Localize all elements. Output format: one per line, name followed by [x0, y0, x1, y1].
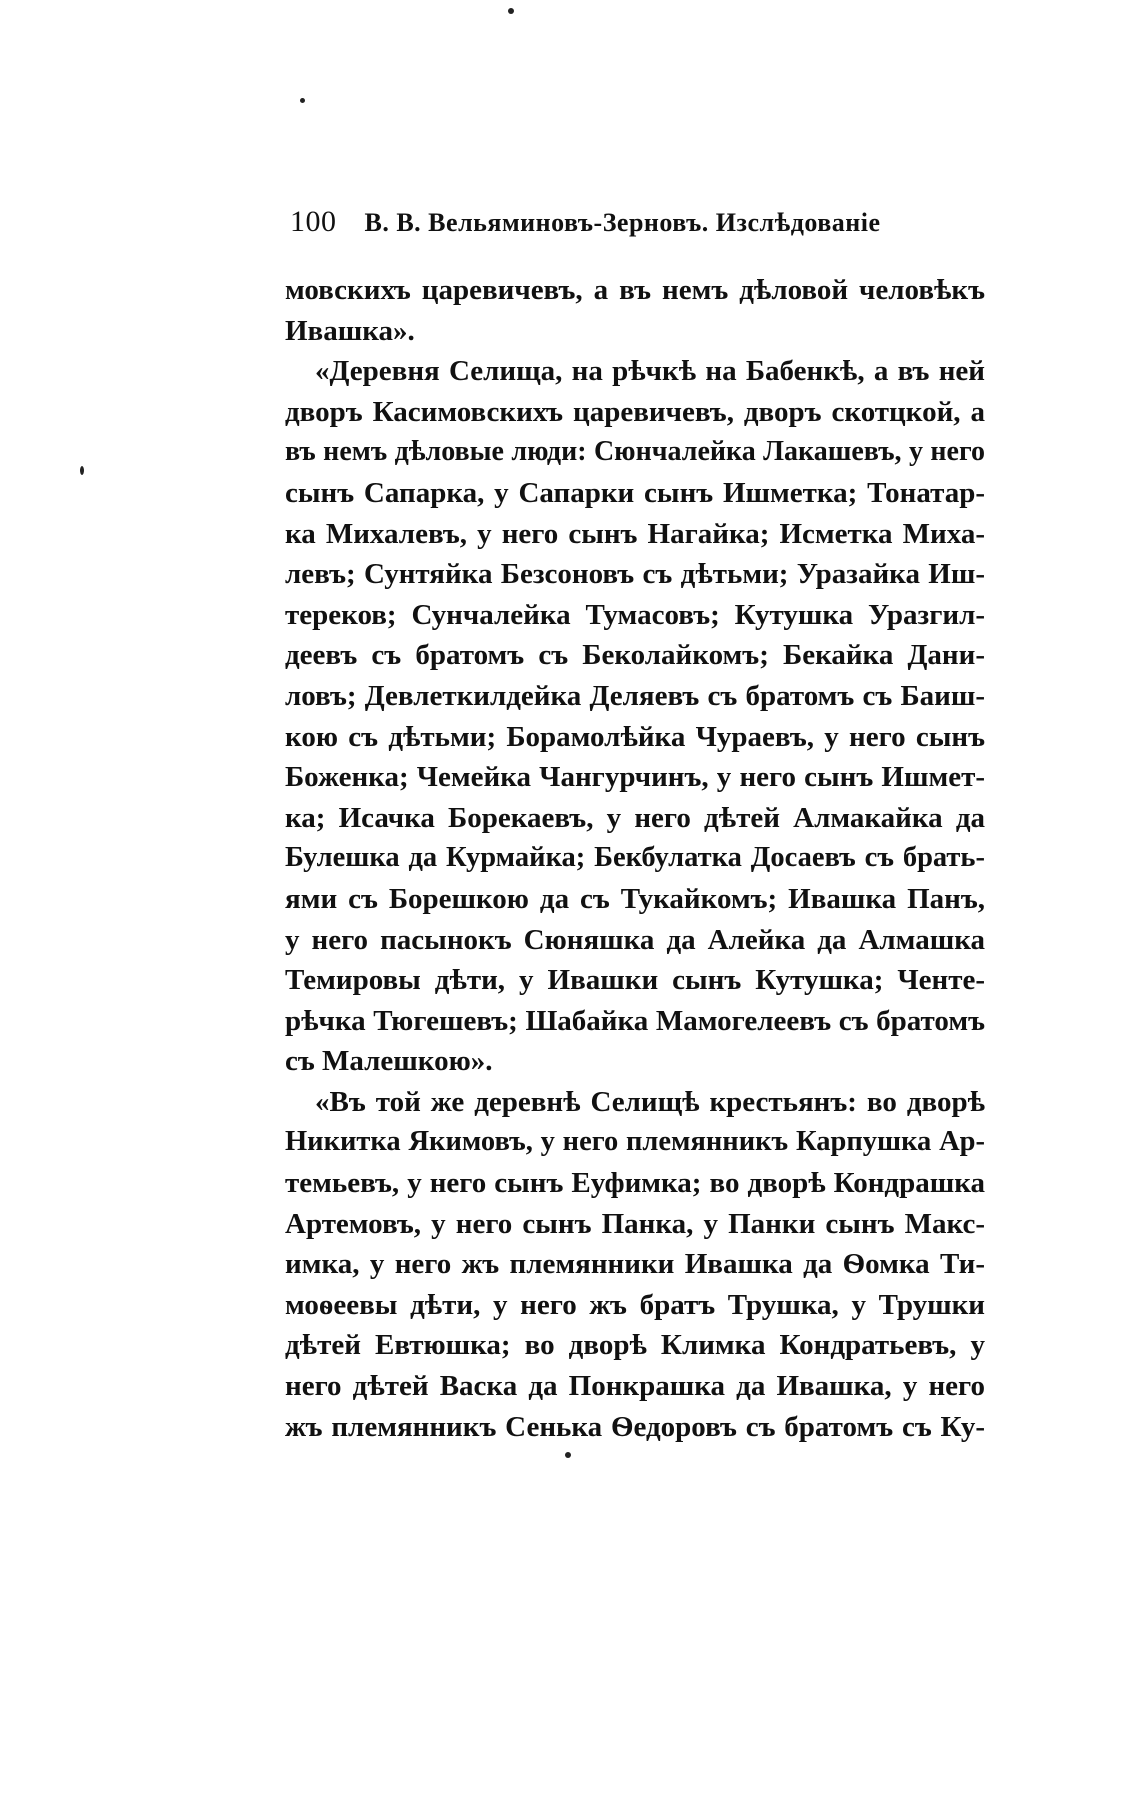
text-line: Темировы дѣти, у Ивашки сынъ Кутушка; Ченте- [285, 964, 985, 997]
text-line: кою съ дѣтьми; Борамолѣйка Чураевъ, у него сынъ [285, 720, 985, 753]
text-line: ями съ Борешкою да съ Тукайкомъ; Ивашка Панъ, [285, 882, 985, 915]
text-line: левъ; Сунтяйка Безсоновъ съ дѣтьми; Уразайка Иш- [285, 558, 985, 591]
scan-speck [565, 1452, 571, 1458]
text-line: съ Малешкою». [285, 1045, 493, 1078]
text-line: тереков; Сунчалейка Тумасовъ; Кутушка Уразгил- [285, 598, 985, 631]
text-line: ловъ; Девлеткилдейка Деляевъ съ братомъ съ Баиш- [285, 679, 985, 712]
scan-speck [300, 98, 305, 103]
text-line: сынъ Сапарка, у Сапарки сынъ Ишметка; Тонатар- [285, 476, 985, 509]
text-line: моѳеевы дѣти, у него жъ братъ Трушка, у Трушки [285, 1288, 985, 1321]
scan-speck [508, 8, 514, 14]
text-line: имка, у него жъ племянники Ивашка да Ѳомка Ти- [285, 1248, 985, 1281]
running-head: В. В. Вельяминовъ-Зерновъ. Изслѣдованіе [364, 208, 881, 237]
paragraph-first-line: «Въ той же деревнѣ Селищѣ крестьянъ: во дворѣ [315, 1085, 985, 1118]
text-line: жъ племянникъ Сенька Ѳедоровъ съ братомъ съ Ку- [285, 1410, 985, 1443]
text-line: Боженка; Чемейка Чангурчинъ, у него сынъ Ишмет- [285, 761, 985, 794]
text-line: рѣчка Тюгешевъ; Шабайка Мамогелеевъ съ братомъ [285, 1004, 985, 1037]
text-line: у него пасынокъ Сюняшка да Алейка да Алмашка [285, 923, 985, 956]
body-text [285, 270, 985, 1447]
scan-speck [80, 466, 84, 475]
text-line: мовскихъ царевичевъ, а въ немъ дѣловой человѣкъ [285, 274, 985, 306]
text-line: деевъ съ братомъ съ Беколайкомъ; Бекайка Дани- [285, 639, 985, 672]
page-header [290, 205, 990, 239]
text-line: ка; Исачка Борекаевъ, у него дѣтей Алмакайка да [285, 801, 985, 834]
text-line: въ немъ дѣловые люди: Сюнчалейка Лакашевъ, у него [285, 436, 985, 468]
text-line: Ивашка». [285, 314, 415, 347]
text-line: дворъ Касимовскихъ царевичевъ, дворъ скотцкой, а [285, 395, 985, 428]
paragraph-first-line: «Деревня Селища, на рѣчкѣ на Бабенкѣ, а въ ней [315, 355, 985, 388]
text-line: ка Михалевъ, у него сынъ Нагайка; Исметка Миха- [285, 517, 985, 550]
page-number: 100 [290, 205, 337, 238]
text-line: него дѣтей Васка да Понкрашка да Ивашка, у него [285, 1370, 985, 1403]
text-line: Булешка да Курмайка; Бекбулатка Досаевъ съ брать- [285, 842, 985, 874]
text-line: Артемовъ, у него сынъ Панка, у Панки сынъ Макс- [285, 1207, 985, 1240]
text-line: Никитка Якимовъ, у него племянникъ Карпушка Ар- [285, 1126, 985, 1158]
text-line: темьевъ, у него сынъ Еуфимка; во дворѣ Кондрашка [285, 1167, 985, 1200]
text-line: дѣтей Евтюшка; во дворѣ Климка Кондратьевъ, у [285, 1329, 985, 1362]
